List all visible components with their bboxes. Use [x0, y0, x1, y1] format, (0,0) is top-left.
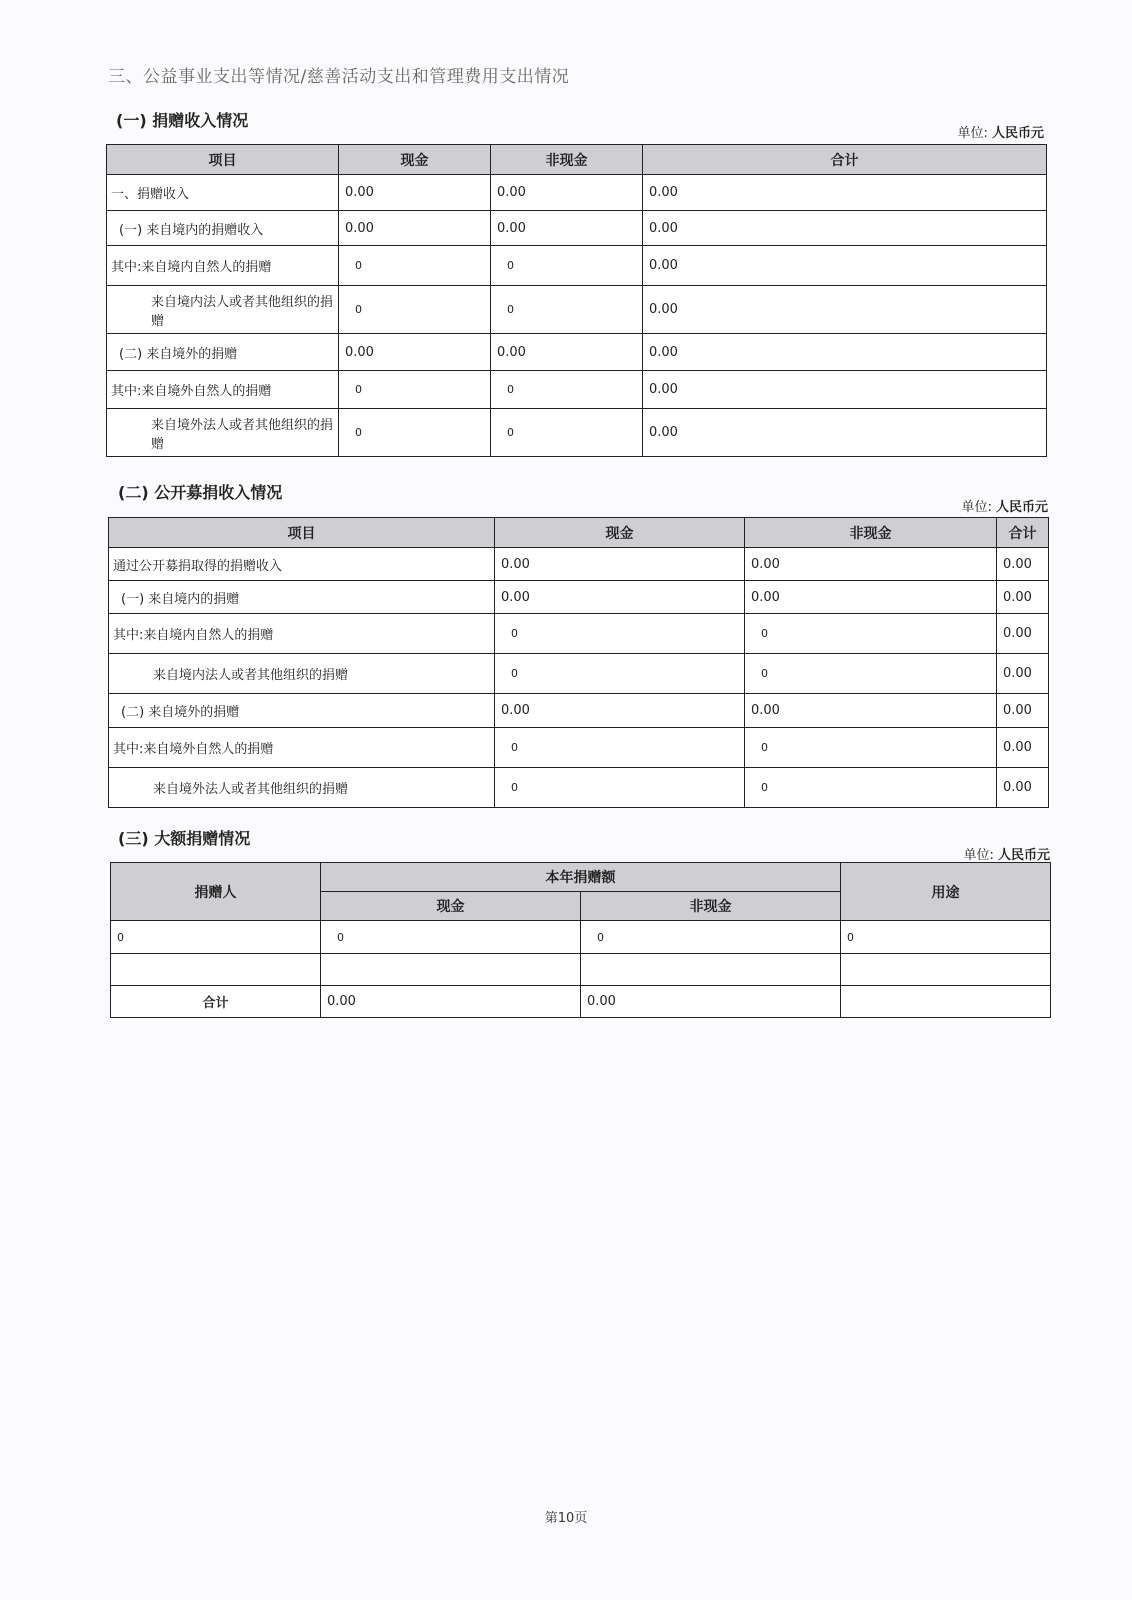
- row-total: 0.00: [643, 175, 1047, 211]
- public-fundraising-table: [108, 517, 1049, 808]
- table-row: [109, 654, 1049, 694]
- row-cash: 0.00: [495, 548, 745, 581]
- row-total: 0.00: [643, 371, 1047, 409]
- table-row: [109, 614, 1049, 654]
- header-purpose: 用途: [841, 863, 1051, 921]
- row-item: 其中:来自境外自然人的捐赠: [107, 371, 339, 409]
- row-noncash: 0: [745, 614, 997, 654]
- row-item: 来自境内法人或者其他组织的捐赠: [107, 286, 339, 334]
- row-item: 其中:来自境外自然人的捐赠: [109, 728, 495, 768]
- row-donor: [111, 954, 321, 986]
- table-row: [107, 409, 1047, 457]
- total-label: 合计: [111, 986, 321, 1018]
- row-noncash: 0: [581, 921, 841, 954]
- row-total: 0.00: [997, 768, 1049, 808]
- header-noncash: 非现金: [581, 892, 841, 921]
- table-row: [111, 921, 1051, 954]
- table-row: [109, 548, 1049, 581]
- row-total: 0.00: [643, 334, 1047, 371]
- section2-title: (二) 公开募捐收入情况: [118, 483, 283, 502]
- row-item: 来自境内法人或者其他组织的捐赠: [109, 654, 495, 694]
- section3-title: (三) 大额捐赠情况: [118, 829, 251, 848]
- row-total: 0.00: [997, 728, 1049, 768]
- table-row: [107, 371, 1047, 409]
- total-noncash: 0.00: [581, 986, 841, 1018]
- row-cash: 0: [495, 768, 745, 808]
- header-total: 合计: [997, 518, 1049, 548]
- header-item: 项目: [109, 518, 495, 548]
- header-donor: 捐赠人: [111, 863, 321, 921]
- row-item: 来自境外法人或者其他组织的捐赠: [107, 409, 339, 457]
- row-item: 其中:来自境内自然人的捐赠: [109, 614, 495, 654]
- row-total: 0.00: [997, 548, 1049, 581]
- row-noncash: 0: [745, 654, 997, 694]
- row-total: 0.00: [643, 246, 1047, 286]
- row-cash: 0: [339, 409, 491, 457]
- row-donor: 0: [111, 921, 321, 954]
- row-cash: 0.00: [339, 211, 491, 246]
- row-cash: 0.00: [495, 581, 745, 614]
- header-cash: 现金: [321, 892, 581, 921]
- row-noncash: 0: [745, 768, 997, 808]
- row-item: 通过公开募捐取得的捐赠收入: [109, 548, 495, 581]
- row-total: 0.00: [997, 694, 1049, 728]
- section3-unit: 单位: 人民币元: [963, 848, 1050, 863]
- row-noncash: 0: [491, 371, 643, 409]
- row-purpose: 0: [841, 921, 1051, 954]
- row-total: 0.00: [643, 211, 1047, 246]
- row-noncash: 0: [491, 286, 643, 334]
- row-cash: 0.00: [339, 334, 491, 371]
- section1-title: (一) 捐赠收入情况: [116, 111, 249, 130]
- large-donation-table: [110, 862, 1051, 1018]
- header-cash: 现金: [495, 518, 745, 548]
- row-noncash: 0.00: [745, 548, 997, 581]
- table-row: [107, 246, 1047, 286]
- row-total: 0.00: [997, 581, 1049, 614]
- page-heading: 三、公益事业支出等情况/慈善活动支出和管理费用支出情况: [108, 67, 570, 87]
- row-item: (二) 来自境外的捐赠: [109, 694, 495, 728]
- row-total: 0.00: [997, 654, 1049, 694]
- table-row: [107, 211, 1047, 246]
- table-row: [107, 334, 1047, 371]
- row-total: 0.00: [643, 409, 1047, 457]
- row-cash: 0: [495, 728, 745, 768]
- row-item: 一、捐赠收入: [107, 175, 339, 211]
- row-cash: 0: [321, 921, 581, 954]
- row-cash: 0.00: [339, 175, 491, 211]
- row-item: (二) 来自境外的捐赠: [107, 334, 339, 371]
- row-total: 0.00: [643, 286, 1047, 334]
- section2-unit: 单位: 人民币元: [961, 500, 1048, 515]
- table-row: [109, 768, 1049, 808]
- row-noncash: 0.00: [745, 581, 997, 614]
- table-row: [109, 581, 1049, 614]
- section1-unit: 单位: 人民币元: [957, 126, 1044, 141]
- header-annual-amount: 本年捐赠额: [321, 863, 841, 892]
- row-noncash: 0.00: [491, 334, 643, 371]
- row-cash: 0: [495, 614, 745, 654]
- row-noncash: [581, 954, 841, 986]
- row-cash: 0: [339, 286, 491, 334]
- header-noncash: 非现金: [491, 145, 643, 175]
- page-number: 第10页: [544, 1511, 588, 1526]
- row-purpose: [841, 954, 1051, 986]
- header-total: 合计: [643, 145, 1047, 175]
- row-noncash: 0.00: [491, 175, 643, 211]
- row-item: 来自境外法人或者其他组织的捐赠: [109, 768, 495, 808]
- row-cash: [321, 954, 581, 986]
- table-row: [107, 175, 1047, 211]
- row-total: 0.00: [997, 614, 1049, 654]
- row-cash: 0.00: [495, 694, 745, 728]
- row-cash: 0: [339, 371, 491, 409]
- table-row: [109, 694, 1049, 728]
- table-row: [111, 954, 1051, 986]
- row-cash: 0: [339, 246, 491, 286]
- total-purpose: [841, 986, 1051, 1018]
- row-cash: 0: [495, 654, 745, 694]
- total-cash: 0.00: [321, 986, 581, 1018]
- row-noncash: 0: [491, 246, 643, 286]
- row-noncash: 0: [745, 728, 997, 768]
- header-noncash: 非现金: [745, 518, 997, 548]
- table-row: [107, 286, 1047, 334]
- header-item: 项目: [107, 145, 339, 175]
- header-cash: 现金: [339, 145, 491, 175]
- donation-income-table: [106, 144, 1047, 457]
- table-row: [109, 728, 1049, 768]
- row-noncash: 0.00: [491, 211, 643, 246]
- row-item: (一) 来自境内的捐赠收入: [107, 211, 339, 246]
- row-item: 其中:来自境内自然人的捐赠: [107, 246, 339, 286]
- total-row: [111, 986, 1051, 1018]
- row-item: (一) 来自境内的捐赠: [109, 581, 495, 614]
- row-noncash: 0: [491, 409, 643, 457]
- row-noncash: 0.00: [745, 694, 997, 728]
